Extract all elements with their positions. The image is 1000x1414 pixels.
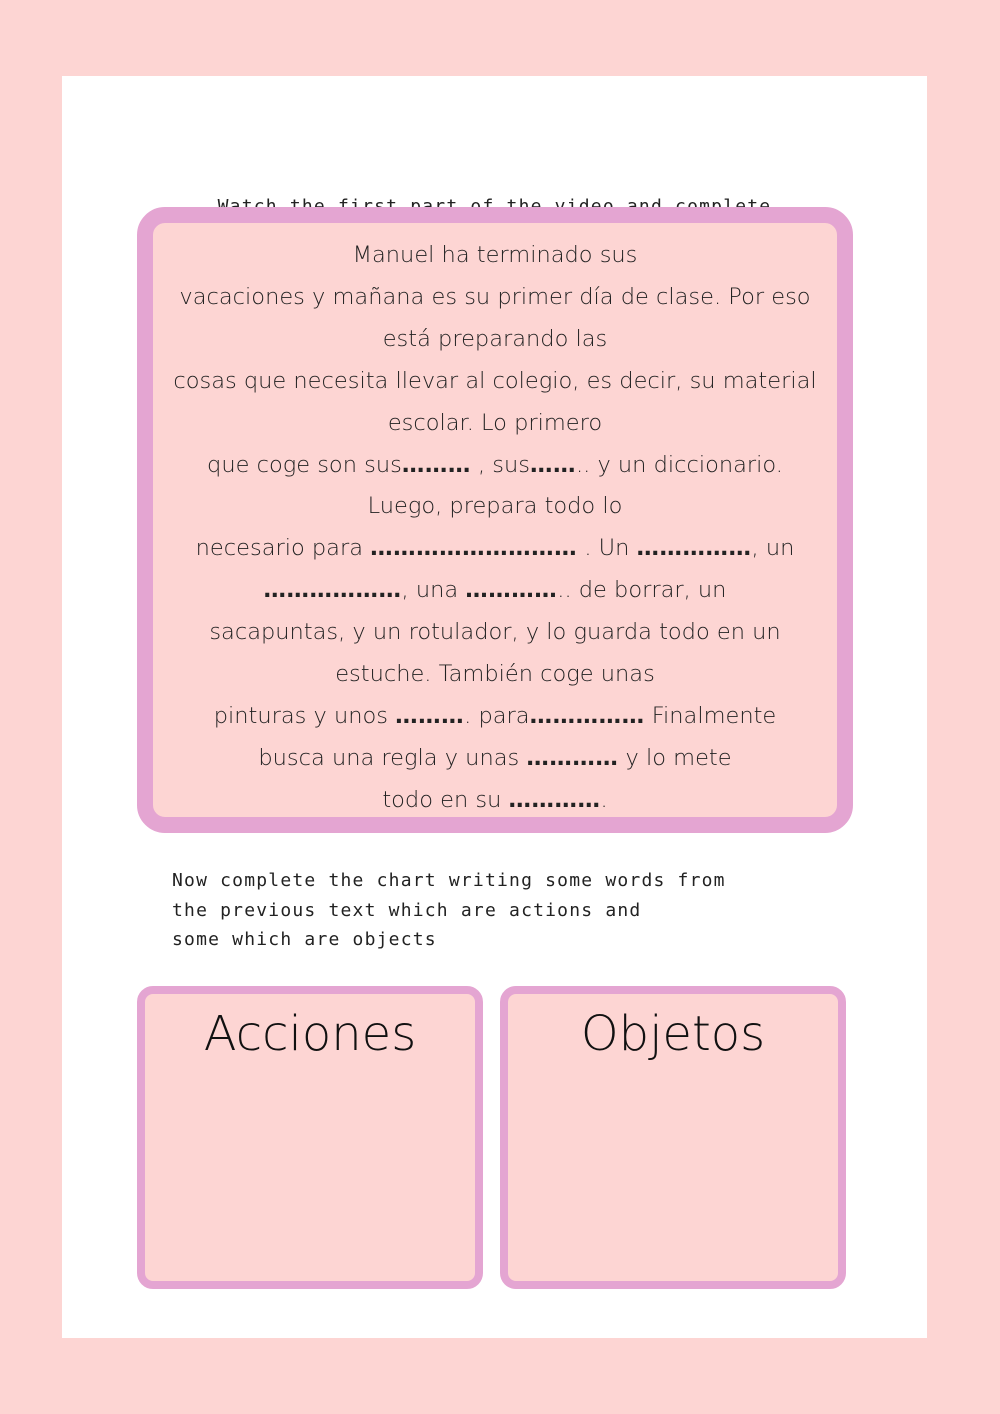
passage-line	[153, 361, 837, 403]
passage-text: escolar. Lo primero	[387, 409, 603, 436]
passage-text: cosas que necesita llevar al colegio, es decir, su material	[173, 367, 817, 394]
passage-text: necesario para	[195, 535, 371, 562]
passage-text: está preparando las	[382, 325, 608, 352]
fill-in-passage-box	[137, 207, 853, 833]
instruction-chart-line-2: the previous text which are actions and	[172, 899, 642, 921]
passage-line	[153, 780, 837, 822]
blank: …………	[508, 786, 601, 813]
passage-line	[153, 319, 837, 361]
instruction-chart	[172, 866, 726, 955]
passage-line	[153, 696, 837, 738]
passage-line	[153, 612, 837, 654]
passage-text: sacapuntas, y un rotulador, y lo guarda todo en un	[209, 619, 781, 646]
acciones-heading: Acciones	[203, 1006, 417, 1062]
passage-line	[153, 486, 837, 528]
passage-text: .. y un diccionario.	[575, 451, 783, 478]
blank: …………	[465, 577, 558, 604]
passage-text: que coge son sus	[207, 451, 402, 478]
passage-text: vacaciones y mañana es su primer día de clase. Por eso	[179, 283, 811, 310]
blank: …………	[526, 744, 619, 771]
passage-text: , un	[751, 535, 795, 562]
passage-text: Manuel ha terminado sus	[352, 242, 638, 268]
blank: ………	[395, 702, 465, 729]
instruction-chart-line-1: Now complete the chart writing some words from	[172, 870, 726, 891]
passage-text: pinturas y unos	[213, 702, 396, 729]
passage-line	[153, 277, 837, 319]
blank: ………	[401, 451, 471, 478]
passage-line	[153, 403, 837, 445]
blank: ………………………	[370, 535, 578, 562]
passage-text: Finalmente	[644, 702, 777, 729]
passage-text: todo en su	[382, 786, 509, 813]
objetos-heading: Objetos	[580, 1006, 766, 1062]
instruction-chart-line-3: some which are objects	[172, 929, 437, 950]
passage-line	[153, 445, 837, 487]
passage-text: busca una regla y unas	[258, 744, 527, 771]
passage-text: .	[600, 786, 608, 813]
passage-text: .. de borrar, un	[557, 577, 727, 604]
passage-line	[153, 570, 837, 612]
blank: ……………	[529, 702, 645, 729]
objetos-box[interactable]	[500, 986, 846, 1289]
passage-text: . para	[464, 702, 530, 729]
acciones-box[interactable]	[137, 986, 483, 1289]
passage-text: y lo mete	[618, 744, 732, 771]
passage-text: . Un	[577, 535, 637, 562]
blank: ……	[529, 451, 576, 478]
passage-line	[153, 235, 837, 277]
passage-text: Luego, prepara todo lo	[367, 493, 623, 520]
passage-text: , sus	[470, 451, 530, 478]
passage-text: , una	[401, 577, 466, 604]
blank: ……………	[636, 535, 752, 562]
passage-text: estuche. También coge unas	[335, 661, 655, 688]
blank: ………………	[263, 577, 402, 604]
passage-line	[153, 738, 837, 780]
passage-line	[153, 654, 837, 696]
passage-line	[153, 528, 837, 570]
